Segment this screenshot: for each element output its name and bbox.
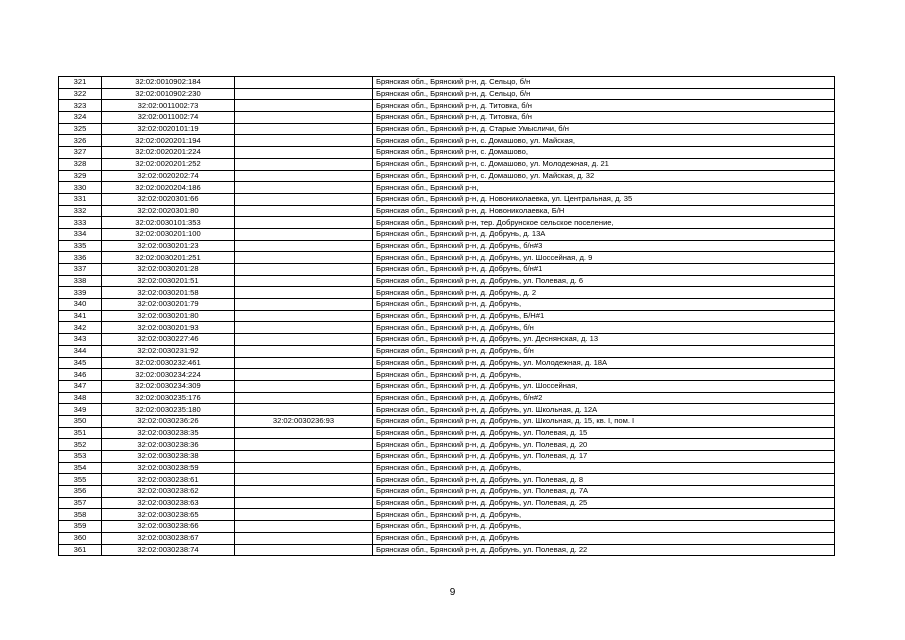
related-cadastral-number-cell [235,205,373,217]
related-cadastral-number-cell [235,299,373,311]
cadastral-number-cell: 32:02:0010902:184 [102,77,235,89]
row-number-cell: 349 [59,404,102,416]
related-cadastral-number-cell [235,369,373,381]
related-cadastral-number-cell [235,345,373,357]
row-number-cell: 334 [59,228,102,240]
address-cell: Брянская обл., Брянский р-н, [373,182,835,194]
cadastral-number-cell: 32:02:0020202:74 [102,170,235,182]
address-cell: Брянская обл., Брянский р-н, д. Добрунь, ул. Полевая, д. 6 [373,275,835,287]
row-number-cell: 330 [59,182,102,194]
address-cell: Брянская обл., Брянский р-н, д. Добрунь, б/н#3 [373,240,835,252]
related-cadastral-number-cell [235,123,373,135]
table-row [59,123,835,135]
address-cell: Брянская обл., Брянский р-н, д. Добрунь, б/н [373,322,835,334]
table-row [59,77,835,89]
address-cell: Брянская обл., Брянский р-н, д. Добрунь, ул. Деснянская, д. 13 [373,334,835,346]
table-row [59,88,835,100]
table-row [59,193,835,205]
row-number-cell: 361 [59,544,102,556]
table-row [59,415,835,427]
table-row [59,287,835,299]
related-cadastral-number-cell [235,252,373,264]
table-row [59,369,835,381]
address-cell: Брянская обл., Брянский р-н, д. Добрунь, б/н [373,345,835,357]
table-row [59,427,835,439]
table-row [59,404,835,416]
address-cell: Брянская обл., Брянский р-н, д. Добрунь, Б/Н#1 [373,310,835,322]
row-number-cell: 360 [59,532,102,544]
related-cadastral-number-cell [235,322,373,334]
row-number-cell: 354 [59,462,102,474]
cadastral-number-cell: 32:02:0030235:180 [102,404,235,416]
row-number-cell: 340 [59,299,102,311]
address-cell: Брянская обл., Брянский р-н, д. Добрунь, [373,462,835,474]
cadastral-number-cell: 32:02:0030238:62 [102,486,235,498]
address-cell: Брянская обл., Брянский р-н, д. Добрунь, ул. Шоссейная, д. 9 [373,252,835,264]
cadastral-number-cell: 32:02:0011002:73 [102,100,235,112]
related-cadastral-number-cell [235,170,373,182]
row-number-cell: 342 [59,322,102,334]
related-cadastral-number-cell [235,392,373,404]
cadastral-number-cell: 32:02:0020301:66 [102,193,235,205]
address-cell: Брянская обл., Брянский р-н, д. Добрунь, б/н#1 [373,264,835,276]
cadastral-number-cell: 32:02:0030232:461 [102,357,235,369]
address-cell: Брянская обл., Брянский р-н, д. Добрунь, ул. Молодежная, д. 18А [373,357,835,369]
address-cell: Брянская обл., Брянский р-н, д. Сельцо, б/н [373,77,835,89]
address-cell: Брянская обл., Брянский р-н, д. Титовка, б/н [373,112,835,124]
cadastral-number-cell: 32:02:0030238:35 [102,427,235,439]
row-number-cell: 341 [59,310,102,322]
table-row [59,275,835,287]
row-number-cell: 348 [59,392,102,404]
related-cadastral-number-cell [235,135,373,147]
address-cell: Брянская обл., Брянский р-н, д. Добрунь, [373,509,835,521]
table-row [59,217,835,229]
cadastral-number-cell: 32:02:0030238:74 [102,544,235,556]
table-row [59,392,835,404]
address-cell: Брянская обл., Брянский р-н, д. Добрунь [373,532,835,544]
cadastral-number-cell: 32:02:0030234:224 [102,369,235,381]
table-row [59,322,835,334]
row-number-cell: 358 [59,509,102,521]
row-number-cell: 351 [59,427,102,439]
row-number-cell: 328 [59,158,102,170]
row-number-cell: 326 [59,135,102,147]
address-cell: Брянская обл., Брянский р-н, с. Домашово, ул. Майская, [373,135,835,147]
cadastral-number-cell: 32:02:0030238:59 [102,462,235,474]
related-cadastral-number-cell [235,158,373,170]
related-cadastral-number-cell [235,182,373,194]
row-number-cell: 323 [59,100,102,112]
address-cell: Брянская обл., Брянский р-н, д. Добрунь, ул. Полевая, д. 8 [373,474,835,486]
address-cell: Брянская обл., Брянский р-н, д. Добрунь, ул. Шоссейная, [373,380,835,392]
cadastral-number-cell: 32:02:0020201:224 [102,147,235,159]
related-cadastral-number-cell [235,193,373,205]
address-cell: Брянская обл., Брянский р-н, д. Добрунь, ул. Школьная, д. 12А [373,404,835,416]
row-number-cell: 332 [59,205,102,217]
cadastral-number-cell: 32:02:0010902:230 [102,88,235,100]
cadastral-number-cell: 32:02:0030231:92 [102,345,235,357]
row-number-cell: 338 [59,275,102,287]
cadastral-number-cell: 32:02:0030201:251 [102,252,235,264]
related-cadastral-number-cell [235,380,373,392]
row-number-cell: 355 [59,474,102,486]
address-cell: Брянская обл., Брянский р-н, д. Добрунь, [373,521,835,533]
related-cadastral-number-cell [235,147,373,159]
cadastral-number-cell: 32:02:0030236:26 [102,415,235,427]
table-row [59,182,835,194]
related-cadastral-number-cell [235,451,373,463]
related-cadastral-number-cell [235,427,373,439]
property-table [58,76,835,556]
related-cadastral-number-cell [235,357,373,369]
cadastral-number-cell: 32:02:0030201:51 [102,275,235,287]
row-number-cell: 322 [59,88,102,100]
table-row [59,135,835,147]
row-number-cell: 343 [59,334,102,346]
address-cell: Брянская обл., Брянский р-н, д. Добрунь, ул. Полевая, д. 22 [373,544,835,556]
address-cell: Брянская обл., Брянский р-н, с. Домашово, [373,147,835,159]
address-cell: Брянская обл., Брянский р-н, с. Домашово, ул. Молодежная, д. 21 [373,158,835,170]
table-row [59,310,835,322]
table-row [59,521,835,533]
related-cadastral-number-cell [235,486,373,498]
row-number-cell: 336 [59,252,102,264]
related-cadastral-number-cell [235,287,373,299]
cadastral-number-cell: 32:02:0030235:176 [102,392,235,404]
cadastral-number-cell: 32:02:0020101:19 [102,123,235,135]
related-cadastral-number-cell [235,88,373,100]
row-number-cell: 352 [59,439,102,451]
row-number-cell: 345 [59,357,102,369]
related-cadastral-number-cell [235,404,373,416]
related-cadastral-number-cell [235,334,373,346]
table-row [59,380,835,392]
address-cell: Брянская обл., Брянский р-н, д. Новониколаевка, Б/Н [373,205,835,217]
cadastral-number-cell: 32:02:0030238:38 [102,451,235,463]
table-row [59,240,835,252]
table-row [59,451,835,463]
related-cadastral-number-cell [235,228,373,240]
related-cadastral-number-cell [235,544,373,556]
row-number-cell: 324 [59,112,102,124]
table-row [59,228,835,240]
related-cadastral-number-cell [235,462,373,474]
related-cadastral-number-cell [235,532,373,544]
address-cell: Брянская обл., Брянский р-н, с. Домашово, ул. Майская, д. 32 [373,170,835,182]
related-cadastral-number-cell [235,77,373,89]
row-number-cell: 335 [59,240,102,252]
table-row [59,486,835,498]
table-row [59,497,835,509]
row-number-cell: 350 [59,415,102,427]
address-cell: Брянская обл., Брянский р-н, д. Новониколаевка, ул. Центральная, д. 35 [373,193,835,205]
related-cadastral-number-cell [235,310,373,322]
related-cadastral-number-cell: 32:02:0030236:93 [235,415,373,427]
related-cadastral-number-cell [235,240,373,252]
cadastral-number-cell: 32:02:0030227:46 [102,334,235,346]
row-number-cell: 339 [59,287,102,299]
cadastral-number-cell: 32:02:0030201:80 [102,310,235,322]
address-cell: Брянская обл., Брянский р-н, д. Добрунь, ул. Полевая, д. 17 [373,451,835,463]
table-row [59,264,835,276]
cadastral-number-cell: 32:02:0030238:36 [102,439,235,451]
row-number-cell: 325 [59,123,102,135]
cadastral-number-cell: 32:02:0030238:61 [102,474,235,486]
row-number-cell: 327 [59,147,102,159]
address-cell: Брянская обл., Брянский р-н, д. Добрунь, ул. Полевая, д. 15 [373,427,835,439]
cadastral-number-cell: 32:02:0020201:252 [102,158,235,170]
cadastral-number-cell: 32:02:0030238:67 [102,532,235,544]
row-number-cell: 353 [59,451,102,463]
table-row [59,439,835,451]
address-cell: Брянская обл., Брянский р-н, д. Добрунь, б/н#2 [373,392,835,404]
address-cell: Брянская обл., Брянский р-н, д. Добрунь, ул. Полевая, д. 7А [373,486,835,498]
cadastral-number-cell: 32:02:0020201:194 [102,135,235,147]
table-row [59,170,835,182]
table-row [59,147,835,159]
related-cadastral-number-cell [235,521,373,533]
cadastral-number-cell: 32:02:0030101:353 [102,217,235,229]
related-cadastral-number-cell [235,474,373,486]
cadastral-number-cell: 32:02:0030238:65 [102,509,235,521]
address-cell: Брянская обл., Брянский р-н, д. Добрунь, ул. Полевая, д. 25 [373,497,835,509]
row-number-cell: 357 [59,497,102,509]
row-number-cell: 359 [59,521,102,533]
cadastral-number-cell: 32:02:0030201:58 [102,287,235,299]
address-cell: Брянская обл., Брянский р-н, д. Добрунь, ул. Полевая, д. 20 [373,439,835,451]
cadastral-number-cell: 32:02:0030238:63 [102,497,235,509]
row-number-cell: 346 [59,369,102,381]
row-number-cell: 331 [59,193,102,205]
cadastral-number-cell: 32:02:0030201:28 [102,264,235,276]
address-cell: Брянская обл., Брянский р-н, д. Добрунь, [373,369,835,381]
table-row [59,462,835,474]
property-table-body [59,77,835,556]
cadastral-number-cell: 32:02:0020301:80 [102,205,235,217]
address-cell: Брянская обл., Брянский р-н, д. Добрунь, д. 2 [373,287,835,299]
table-row [59,100,835,112]
table-row [59,357,835,369]
address-cell: Брянская обл., Брянский р-н, д. Сельцо, б/н [373,88,835,100]
cadastral-number-cell: 32:02:0011002:74 [102,112,235,124]
row-number-cell: 333 [59,217,102,229]
related-cadastral-number-cell [235,264,373,276]
cadastral-number-cell: 32:02:0020204:186 [102,182,235,194]
table-row [59,252,835,264]
related-cadastral-number-cell [235,275,373,287]
table-row [59,544,835,556]
related-cadastral-number-cell [235,497,373,509]
row-number-cell: 321 [59,77,102,89]
address-cell: Брянская обл., Брянский р-н, д. Титовка, б/н [373,100,835,112]
row-number-cell: 337 [59,264,102,276]
row-number-cell: 347 [59,380,102,392]
related-cadastral-number-cell [235,217,373,229]
row-number-cell: 356 [59,486,102,498]
related-cadastral-number-cell [235,509,373,521]
table-row [59,532,835,544]
cadastral-number-cell: 32:02:0030201:93 [102,322,235,334]
table-row [59,509,835,521]
address-cell: Брянская обл., Брянский р-н, д. Старые Умысличи, б/н [373,123,835,135]
related-cadastral-number-cell [235,100,373,112]
address-cell: Брянская обл., Брянский р-н, д. Добрунь, [373,299,835,311]
cadastral-number-cell: 32:02:0030201:79 [102,299,235,311]
page-number: 9 [449,587,456,598]
table-row [59,112,835,124]
table-row [59,334,835,346]
table-row [59,205,835,217]
cadastral-number-cell: 32:02:0030201:23 [102,240,235,252]
cadastral-number-cell: 32:02:0030234:309 [102,380,235,392]
row-number-cell: 329 [59,170,102,182]
related-cadastral-number-cell [235,112,373,124]
table-row [59,158,835,170]
table-row [59,474,835,486]
cadastral-number-cell: 32:02:0030201:100 [102,228,235,240]
table-row [59,299,835,311]
address-cell: Брянская обл., Брянский р-н, д. Добрунь, д. 13А [373,228,835,240]
related-cadastral-number-cell [235,439,373,451]
row-number-cell: 344 [59,345,102,357]
cadastral-number-cell: 32:02:0030238:66 [102,521,235,533]
address-cell: Брянская обл., Брянский р-н, тер. Добрунское сельское поселение, [373,217,835,229]
address-cell: Брянская обл., Брянский р-н, д. Добрунь, ул. Школьная, д. 15, кв. I, пом. I [373,415,835,427]
table-row [59,345,835,357]
